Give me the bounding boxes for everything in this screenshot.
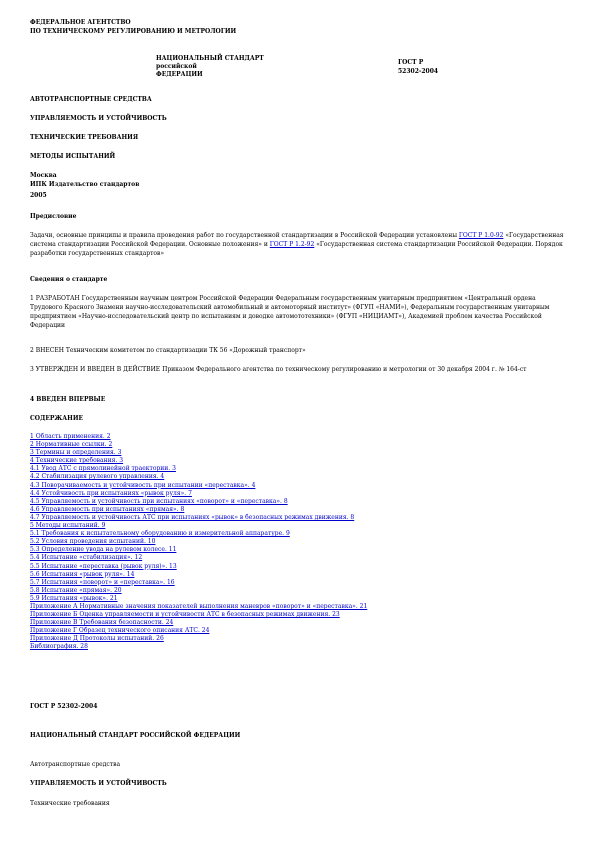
toc-item[interactable]: Приложение Б Оценка управляемости и устойчивости АТС в безопасных режимах движения. 23 xyxy=(30,611,340,619)
publication-publisher: ИПК Издательство стандартов xyxy=(30,181,140,188)
title-line4: МЕТОДЫ ИСПЫТАНИЙ xyxy=(30,153,116,160)
standard-label-line3: ФЕДЕРАЦИИ xyxy=(156,71,203,78)
info-paragraph-4: 4 ВВЕДЕН ВПЕРВЫЕ xyxy=(30,396,106,403)
info-paragraph-1: 1 РАЗРАБОТАН Государственным научным центром Российской Федерации Федеральным государственным унитарным предприятием «Центральный ордена Трудового Красного Знамени научно-исследовательский автомобильный и автомоторный институт» (ФГУП «НАМИ»), Федеральным государственным унитарным предприятием «Научно-исследовательский центр по испытаниям и доводке автомототехники» (ФГУП «НИЦИАМТ»), Академией проблем качества Российской Федерации xyxy=(30,295,550,329)
info-paragraph-3: 3 УТВЕРЖДЕН И ВВЕДЕН В ДЕЙСТВИЕ Приказом Федерального агентства по техническому регулированию и метрологии от 30 декабря 2004 г. № 164-ст xyxy=(30,366,527,373)
subject-line3: Технические требования xyxy=(30,800,110,807)
publication-city: Москва xyxy=(30,172,57,179)
toc-item[interactable]: Приложение А Нормативные значения показателей выполнения маневров «поворот» и «переставка». 21 xyxy=(30,602,368,610)
standard-label-line1: НАЦИОНАЛЬНЫЙ СТАНДАРТ xyxy=(156,55,264,62)
toc-item[interactable]: 1 Область применения. 2 xyxy=(30,433,111,440)
toc-item[interactable]: 5 Методы испытаний. 9 xyxy=(30,522,106,530)
toc-item[interactable]: 5.3 Определение увода на рулевом колесе. 11 xyxy=(30,546,177,554)
gost-designation-line1: ГОСТ Р xyxy=(398,59,424,66)
toc-item[interactable]: 5.9 Испытания «рывок». 21 xyxy=(30,594,118,602)
title-line2: УПРАВЛЯЕМОСТЬ И УСТОЙЧИВОСТЬ xyxy=(30,115,167,122)
toc-item[interactable]: 4.4 Устойчивость при испытаниях «рывок руля». 7 xyxy=(30,489,192,497)
toc-item[interactable]: 4 Технические требования. 3 xyxy=(30,457,124,465)
info-paragraph-2: 2 ВНЕСЕН Техническим комитетом по стандартизации ТК 56 «Дорожный транспорт» xyxy=(30,347,306,354)
toc-item[interactable]: 5.2 Условия проведения испытаний. 10 xyxy=(30,538,156,546)
gost-r-1-0-92-link[interactable]: ГОСТ Р 1.0-92 xyxy=(458,232,504,239)
toc-item[interactable]: 4.3 Поворачиваемость и устойчивость при испытании «переставка». 4 xyxy=(30,481,256,489)
gost-r-1-2-92-link[interactable]: ГОСТ Р 1.2-92 xyxy=(269,241,315,248)
publication-year: 2005 xyxy=(30,192,47,199)
standard-label-line2: российской xyxy=(156,63,197,70)
toc-item[interactable]: 4.1 Увод АТС с прямолинейной траектории. 3 xyxy=(30,465,176,473)
national-standard-heading: НАЦИОНАЛЬНЫЙ СТАНДАРТ РОССИЙСКОЙ ФЕДЕРАЦИИ xyxy=(30,732,241,739)
agency-name-line2: ПО ТЕХНИЧЕСКОМУ РЕГУЛИРОВАНИЮ И МЕТРОЛОГИИ xyxy=(30,28,237,35)
foreword-heading: Предисловие xyxy=(30,213,77,220)
toc-item[interactable]: 4.2 Стабилизация рулевого управления. 4 xyxy=(30,473,165,481)
info-heading: Сведения о стандарте xyxy=(30,276,108,283)
gost-reference: ГОСТ Р 52302-2004 xyxy=(30,703,98,710)
toc-item[interactable]: Приложение В Требования безопасности. 24 xyxy=(30,619,174,627)
toc-item[interactable]: 5.5 Испытание «переставка (рывок руля)». 13 xyxy=(30,562,177,570)
toc-item[interactable]: 5.6 Испытания «рывок руля». 14 xyxy=(30,570,135,578)
toc-item[interactable]: 3 Термины и определения. 3 xyxy=(30,449,122,457)
title-line3: ТЕХНИЧЕСКИЕ ТРЕБОВАНИЯ xyxy=(30,134,139,141)
subject-line2: УПРАВЛЯЕМОСТЬ И УСТОЙЧИВОСТЬ xyxy=(30,780,167,787)
toc-item[interactable]: 4.7 Управляемость и устойчивость АТС при испытаниях «рывок» в безопасных режимах движения. 8 xyxy=(30,513,355,521)
toc-item[interactable]: 5.1 Требования к испытательному оборудованию и измерительной аппаратуре. 9 xyxy=(30,530,290,538)
agency-name-line1: ФЕДЕРАЛЬНОЕ АГЕНТСТВО xyxy=(30,19,131,26)
toc-item[interactable]: Приложение Г Образец технического описания АТС. 24 xyxy=(30,627,210,635)
gost-designation-line2: 52302-2004 xyxy=(398,68,439,75)
toc-item[interactable]: 4.5 Управляемость и устойчивость при испытаниях «поворот» и «переставка». 8 xyxy=(30,497,288,505)
contents-heading: СОДЕРЖАНИЕ xyxy=(30,415,84,422)
toc-item[interactable]: 5.4 Испытание «стабилизация». 12 xyxy=(30,554,143,562)
toc-item[interactable]: Приложение Д Протоколы испытаний. 26 xyxy=(30,635,164,643)
toc-item[interactable]: 5.7 Испытания «поворот» и «переставка». 16 xyxy=(30,578,175,586)
table-of-contents xyxy=(30,433,490,652)
toc-item[interactable]: Библиография. 28 xyxy=(30,643,88,651)
toc-item[interactable]: 2 Нормативные ссылки. 2 xyxy=(30,441,113,449)
title-line1: АВТОТРАНСПОРТНЫЕ СРЕДСТВА xyxy=(30,96,152,103)
toc-item[interactable]: 5.8 Испытание «прямая». 20 xyxy=(30,586,122,594)
toc-item[interactable]: 4.6 Управляемость при испытаниях «прямая». 8 xyxy=(30,505,185,513)
foreword-text: Задачи, основные принципы и правила проведения работ по государственной стандартизации в Российской Федерации установлены ГОСТ Р 1.0-92 «Государственная система стандартизации Российской Федерации. Основные положения» и ГОСТ Р 1.2-92 «Государственная система стандартизации Российской Федерации. Порядок разработки государственных стандартов» xyxy=(30,232,564,257)
subject-line1: Автотранспортные средства xyxy=(30,761,121,768)
